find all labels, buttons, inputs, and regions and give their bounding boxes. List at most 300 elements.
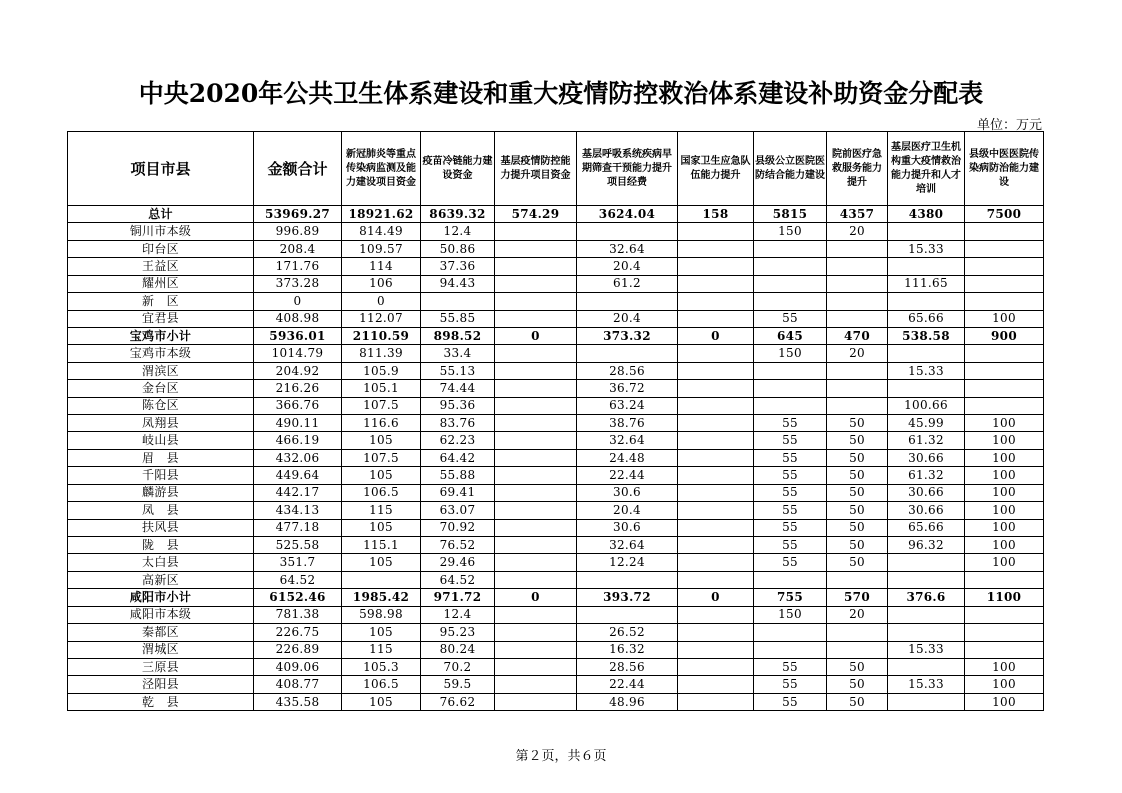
amount-cell bbox=[678, 397, 754, 414]
amount-cell bbox=[888, 223, 965, 240]
amount-cell: 50 bbox=[827, 537, 888, 554]
amount-cell bbox=[827, 571, 888, 588]
amount-cell bbox=[678, 415, 754, 432]
amount-cell: 96.32 bbox=[888, 537, 965, 554]
amount-cell: 204.92 bbox=[254, 362, 342, 379]
amount-cell: 525.58 bbox=[254, 537, 342, 554]
amount-cell bbox=[827, 641, 888, 658]
amount-cell: 466.19 bbox=[254, 432, 342, 449]
amount-cell: 80.24 bbox=[421, 641, 495, 658]
amount-cell bbox=[888, 624, 965, 641]
region-cell: 泾阳县 bbox=[68, 676, 254, 693]
amount-cell bbox=[827, 310, 888, 327]
amount-cell: 55 bbox=[754, 658, 827, 675]
table-row bbox=[68, 658, 1044, 675]
amount-cell: 30.66 bbox=[888, 449, 965, 466]
amount-cell: 106 bbox=[342, 275, 421, 292]
amount-cell bbox=[827, 397, 888, 414]
amount-cell: 645 bbox=[754, 327, 827, 344]
header-cell: 基层疫情防控能力提升项目资金 bbox=[495, 132, 577, 206]
amount-cell: 109.57 bbox=[342, 240, 421, 257]
header-cell: 新冠肺炎等重点传染病监测及能力建设项目资金 bbox=[342, 132, 421, 206]
amount-cell bbox=[965, 258, 1044, 275]
amount-cell bbox=[678, 658, 754, 675]
amount-cell bbox=[495, 432, 577, 449]
amount-cell: 55 bbox=[754, 310, 827, 327]
amount-cell: 100.66 bbox=[888, 397, 965, 414]
amount-cell bbox=[495, 345, 577, 362]
amount-cell bbox=[495, 537, 577, 554]
amount-cell: 45.99 bbox=[888, 415, 965, 432]
amount-cell bbox=[577, 571, 678, 588]
region-cell: 渭滨区 bbox=[68, 362, 254, 379]
amount-cell: 20.4 bbox=[577, 310, 678, 327]
table-row bbox=[68, 624, 1044, 641]
amount-cell bbox=[965, 624, 1044, 641]
amount-cell: 755 bbox=[754, 589, 827, 606]
amount-cell: 100 bbox=[965, 432, 1044, 449]
region-cell: 印台区 bbox=[68, 240, 254, 257]
amount-cell: 150 bbox=[754, 223, 827, 240]
amount-cell: 814.49 bbox=[342, 223, 421, 240]
amount-cell: 76.62 bbox=[421, 693, 495, 710]
amount-cell: 37.36 bbox=[421, 258, 495, 275]
region-cell: 凤翔县 bbox=[68, 415, 254, 432]
amount-cell bbox=[888, 658, 965, 675]
amount-cell: 2110.59 bbox=[342, 327, 421, 344]
amount-cell: 105 bbox=[342, 467, 421, 484]
header-cell: 基层医疗卫生机构重大疫情救治能力提升和人才培训 bbox=[888, 132, 965, 206]
amount-cell: 55.13 bbox=[421, 362, 495, 379]
table-row bbox=[68, 293, 1044, 310]
table-row bbox=[68, 258, 1044, 275]
amount-cell: 15.33 bbox=[888, 362, 965, 379]
amount-cell: 100 bbox=[965, 537, 1044, 554]
amount-cell: 408.77 bbox=[254, 676, 342, 693]
amount-cell: 409.06 bbox=[254, 658, 342, 675]
amount-cell: 29.46 bbox=[421, 554, 495, 571]
amount-cell bbox=[495, 380, 577, 397]
table-row bbox=[68, 676, 1044, 693]
amount-cell bbox=[495, 693, 577, 710]
region-cell: 金台区 bbox=[68, 380, 254, 397]
amount-cell: 105.9 bbox=[342, 362, 421, 379]
amount-cell bbox=[678, 275, 754, 292]
amount-cell: 83.76 bbox=[421, 415, 495, 432]
table-row bbox=[68, 693, 1044, 710]
amount-cell: 106.5 bbox=[342, 676, 421, 693]
unit-label: 单位：万元 bbox=[976, 118, 1042, 133]
amount-cell: 115 bbox=[342, 641, 421, 658]
amount-cell bbox=[678, 519, 754, 536]
amount-cell: 55 bbox=[754, 449, 827, 466]
amount-cell: 30.6 bbox=[577, 519, 678, 536]
amount-cell: 63.24 bbox=[577, 397, 678, 414]
amount-cell: 106.5 bbox=[342, 484, 421, 501]
header-cell: 金额合计 bbox=[254, 132, 342, 206]
amount-cell bbox=[888, 293, 965, 310]
region-cell: 宜君县 bbox=[68, 310, 254, 327]
amount-cell: 574.29 bbox=[495, 206, 577, 223]
amount-cell: 538.58 bbox=[888, 327, 965, 344]
amount-cell: 376.6 bbox=[888, 589, 965, 606]
amount-cell bbox=[495, 415, 577, 432]
region-cell: 咸阳市小计 bbox=[68, 589, 254, 606]
amount-cell: 105 bbox=[342, 554, 421, 571]
amount-cell: 12.4 bbox=[421, 606, 495, 623]
amount-cell: 33.4 bbox=[421, 345, 495, 362]
amount-cell bbox=[678, 345, 754, 362]
amount-cell: 226.75 bbox=[254, 624, 342, 641]
amount-cell bbox=[888, 693, 965, 710]
amount-cell: 95.23 bbox=[421, 624, 495, 641]
amount-cell: 1985.42 bbox=[342, 589, 421, 606]
amount-cell: 100 bbox=[965, 484, 1044, 501]
amount-cell bbox=[678, 467, 754, 484]
amount-cell: 432.06 bbox=[254, 449, 342, 466]
amount-cell bbox=[495, 484, 577, 501]
amount-cell: 408.98 bbox=[254, 310, 342, 327]
amount-cell: 105.3 bbox=[342, 658, 421, 675]
amount-cell: 64.52 bbox=[254, 571, 342, 588]
amount-cell: 55 bbox=[754, 537, 827, 554]
amount-cell: 30.66 bbox=[888, 502, 965, 519]
amount-cell: 50 bbox=[827, 432, 888, 449]
amount-cell bbox=[577, 606, 678, 623]
amount-cell: 111.65 bbox=[888, 275, 965, 292]
amount-cell: 50 bbox=[827, 658, 888, 675]
amount-cell: 38.76 bbox=[577, 415, 678, 432]
amount-cell bbox=[888, 258, 965, 275]
header-cell: 院前医疗急救服务能力提升 bbox=[827, 132, 888, 206]
amount-cell bbox=[888, 606, 965, 623]
amount-cell: 59.5 bbox=[421, 676, 495, 693]
amount-cell bbox=[965, 345, 1044, 362]
region-cell: 眉 县 bbox=[68, 449, 254, 466]
amount-cell: 15.33 bbox=[888, 676, 965, 693]
amount-cell: 105 bbox=[342, 624, 421, 641]
amount-cell: 4357 bbox=[827, 206, 888, 223]
amount-cell: 100 bbox=[965, 676, 1044, 693]
amount-cell bbox=[678, 537, 754, 554]
table-row bbox=[68, 554, 1044, 571]
amount-cell: 100 bbox=[965, 693, 1044, 710]
amount-cell bbox=[827, 624, 888, 641]
amount-cell: 570 bbox=[827, 589, 888, 606]
amount-cell: 95.36 bbox=[421, 397, 495, 414]
amount-cell: 61.32 bbox=[888, 467, 965, 484]
amount-cell bbox=[888, 554, 965, 571]
amount-cell: 70.2 bbox=[421, 658, 495, 675]
amount-cell: 100 bbox=[965, 467, 1044, 484]
page-number: 第２页，共６页 bbox=[515, 749, 607, 764]
amount-cell bbox=[495, 606, 577, 623]
amount-cell: 55 bbox=[754, 432, 827, 449]
amount-cell: 61.2 bbox=[577, 275, 678, 292]
amount-cell: 62.23 bbox=[421, 432, 495, 449]
amount-cell: 20 bbox=[827, 345, 888, 362]
region-cell: 渭城区 bbox=[68, 641, 254, 658]
amount-cell bbox=[965, 240, 1044, 257]
region-cell: 乾 县 bbox=[68, 693, 254, 710]
amount-cell bbox=[495, 310, 577, 327]
amount-cell: 28.56 bbox=[577, 658, 678, 675]
amount-cell: 55 bbox=[754, 554, 827, 571]
subtotal-row bbox=[68, 327, 1044, 344]
amount-cell bbox=[827, 362, 888, 379]
amount-cell bbox=[495, 624, 577, 641]
amount-cell: 69.41 bbox=[421, 484, 495, 501]
amount-cell: 65.66 bbox=[888, 519, 965, 536]
amount-cell: 158 bbox=[678, 206, 754, 223]
amount-cell: 55 bbox=[754, 467, 827, 484]
amount-cell bbox=[678, 293, 754, 310]
amount-cell bbox=[678, 606, 754, 623]
amount-cell bbox=[495, 275, 577, 292]
amount-cell bbox=[678, 502, 754, 519]
amount-cell bbox=[678, 380, 754, 397]
table-row bbox=[68, 467, 1044, 484]
amount-cell bbox=[965, 397, 1044, 414]
region-cell: 宝鸡市小计 bbox=[68, 327, 254, 344]
amount-cell bbox=[965, 362, 1044, 379]
amount-cell: 996.89 bbox=[254, 223, 342, 240]
amount-cell bbox=[577, 345, 678, 362]
amount-cell: 74.44 bbox=[421, 380, 495, 397]
region-cell: 王益区 bbox=[68, 258, 254, 275]
amount-cell: 64.52 bbox=[421, 571, 495, 588]
amount-cell: 30.66 bbox=[888, 484, 965, 501]
header-cell: 项目市县 bbox=[68, 132, 254, 206]
region-cell: 总计 bbox=[68, 206, 254, 223]
amount-cell: 208.4 bbox=[254, 240, 342, 257]
amount-cell: 3624.04 bbox=[577, 206, 678, 223]
amount-cell: 971.72 bbox=[421, 589, 495, 606]
table-row bbox=[68, 571, 1044, 588]
amount-cell: 115.1 bbox=[342, 537, 421, 554]
table-row bbox=[68, 537, 1044, 554]
amount-cell: 94.43 bbox=[421, 275, 495, 292]
amount-cell: 0 bbox=[495, 589, 577, 606]
amount-cell bbox=[678, 449, 754, 466]
amount-cell: 12.4 bbox=[421, 223, 495, 240]
header-cell: 基层呼吸系统疾病早期筛查干预能力提升项目经费 bbox=[577, 132, 678, 206]
table-row bbox=[68, 641, 1044, 658]
amount-cell: 150 bbox=[754, 345, 827, 362]
amount-cell bbox=[678, 223, 754, 240]
amount-cell: 55 bbox=[754, 519, 827, 536]
region-cell: 三原县 bbox=[68, 658, 254, 675]
amount-cell bbox=[577, 223, 678, 240]
amount-cell: 22.44 bbox=[577, 467, 678, 484]
amount-cell bbox=[495, 258, 577, 275]
amount-cell: 24.48 bbox=[577, 449, 678, 466]
amount-cell bbox=[678, 624, 754, 641]
amount-cell: 22.44 bbox=[577, 676, 678, 693]
amount-cell: 112.07 bbox=[342, 310, 421, 327]
amount-cell: 15.33 bbox=[888, 641, 965, 658]
amount-cell bbox=[678, 641, 754, 658]
table-row bbox=[68, 606, 1044, 623]
amount-cell: 107.5 bbox=[342, 449, 421, 466]
amount-cell: 900 bbox=[965, 327, 1044, 344]
amount-cell: 449.64 bbox=[254, 467, 342, 484]
amount-cell: 20 bbox=[827, 223, 888, 240]
amount-cell bbox=[754, 397, 827, 414]
amount-cell bbox=[678, 258, 754, 275]
amount-cell: 28.56 bbox=[577, 362, 678, 379]
amount-cell: 26.52 bbox=[577, 624, 678, 641]
amount-cell bbox=[754, 571, 827, 588]
amount-cell bbox=[965, 380, 1044, 397]
amount-cell: 65.66 bbox=[888, 310, 965, 327]
amount-cell bbox=[754, 275, 827, 292]
table-row bbox=[68, 380, 1044, 397]
amount-cell: 0 bbox=[678, 327, 754, 344]
amount-cell bbox=[754, 624, 827, 641]
amount-cell: 12.24 bbox=[577, 554, 678, 571]
subtotal-row bbox=[68, 206, 1044, 223]
amount-cell bbox=[495, 240, 577, 257]
amount-cell: 20.4 bbox=[577, 258, 678, 275]
page-title: 中央2020年公共卫生体系建设和重大疫情防控救治体系建设补助资金分配表 bbox=[138, 79, 984, 108]
amount-cell: 351.7 bbox=[254, 554, 342, 571]
header-cell: 疫苗冷链能力建设资金 bbox=[421, 132, 495, 206]
table-row bbox=[68, 432, 1044, 449]
amount-cell: 20 bbox=[827, 606, 888, 623]
amount-cell: 100 bbox=[965, 554, 1044, 571]
region-cell: 太白县 bbox=[68, 554, 254, 571]
amount-cell: 115 bbox=[342, 502, 421, 519]
region-cell: 千阳县 bbox=[68, 467, 254, 484]
allocation-table bbox=[67, 131, 1044, 711]
table-row bbox=[68, 449, 1044, 466]
amount-cell: 216.26 bbox=[254, 380, 342, 397]
amount-cell: 490.11 bbox=[254, 415, 342, 432]
amount-cell bbox=[754, 641, 827, 658]
amount-cell: 898.52 bbox=[421, 327, 495, 344]
amount-cell: 0 bbox=[678, 589, 754, 606]
amount-cell bbox=[888, 380, 965, 397]
amount-cell: 32.64 bbox=[577, 240, 678, 257]
header-row bbox=[68, 132, 1044, 206]
amount-cell bbox=[827, 240, 888, 257]
amount-cell: 105 bbox=[342, 693, 421, 710]
amount-cell: 100 bbox=[965, 658, 1044, 675]
table-row bbox=[68, 275, 1044, 292]
amount-cell bbox=[678, 676, 754, 693]
amount-cell bbox=[495, 502, 577, 519]
amount-cell: 32.64 bbox=[577, 537, 678, 554]
amount-cell: 5815 bbox=[754, 206, 827, 223]
amount-cell bbox=[495, 676, 577, 693]
region-cell: 宝鸡市本级 bbox=[68, 345, 254, 362]
amount-cell bbox=[495, 658, 577, 675]
amount-cell: 50 bbox=[827, 467, 888, 484]
amount-cell bbox=[965, 571, 1044, 588]
amount-cell: 470 bbox=[827, 327, 888, 344]
amount-cell: 100 bbox=[965, 519, 1044, 536]
amount-cell bbox=[678, 693, 754, 710]
amount-cell: 1014.79 bbox=[254, 345, 342, 362]
region-cell: 新 区 bbox=[68, 293, 254, 310]
amount-cell bbox=[495, 519, 577, 536]
amount-cell: 811.39 bbox=[342, 345, 421, 362]
amount-cell: 442.17 bbox=[254, 484, 342, 501]
amount-cell: 105 bbox=[342, 432, 421, 449]
region-cell: 麟游县 bbox=[68, 484, 254, 501]
amount-cell: 100 bbox=[965, 449, 1044, 466]
region-cell: 耀州区 bbox=[68, 275, 254, 292]
table-row bbox=[68, 397, 1044, 414]
amount-cell bbox=[495, 571, 577, 588]
region-cell: 扶风县 bbox=[68, 519, 254, 536]
table-row bbox=[68, 223, 1044, 240]
amount-cell: 36.72 bbox=[577, 380, 678, 397]
amount-cell: 32.64 bbox=[577, 432, 678, 449]
amount-cell: 48.96 bbox=[577, 693, 678, 710]
amount-cell: 50 bbox=[827, 676, 888, 693]
amount-cell bbox=[827, 258, 888, 275]
region-cell: 凤 县 bbox=[68, 502, 254, 519]
table-body bbox=[68, 206, 1044, 711]
header-cell: 县级中医医院传染病防治能力建设 bbox=[965, 132, 1044, 206]
table-row bbox=[68, 240, 1044, 257]
amount-cell: 30.6 bbox=[577, 484, 678, 501]
table-row bbox=[68, 502, 1044, 519]
amount-cell: 7500 bbox=[965, 206, 1044, 223]
amount-cell: 15.33 bbox=[888, 240, 965, 257]
amount-cell: 70.92 bbox=[421, 519, 495, 536]
amount-cell: 373.32 bbox=[577, 327, 678, 344]
amount-cell bbox=[754, 362, 827, 379]
amount-cell: 116.6 bbox=[342, 415, 421, 432]
amount-cell: 16.32 bbox=[577, 641, 678, 658]
amount-cell bbox=[678, 310, 754, 327]
amount-cell: 55 bbox=[754, 676, 827, 693]
amount-cell: 105.1 bbox=[342, 380, 421, 397]
amount-cell: 50 bbox=[827, 502, 888, 519]
amount-cell: 100 bbox=[965, 502, 1044, 519]
amount-cell: 373.28 bbox=[254, 275, 342, 292]
table-row bbox=[68, 362, 1044, 379]
amount-cell bbox=[495, 397, 577, 414]
region-cell: 陇 县 bbox=[68, 537, 254, 554]
amount-cell: 0 bbox=[495, 327, 577, 344]
amount-cell bbox=[965, 641, 1044, 658]
amount-cell: 61.32 bbox=[888, 432, 965, 449]
amount-cell: 18921.62 bbox=[342, 206, 421, 223]
amount-cell: 1100 bbox=[965, 589, 1044, 606]
amount-cell bbox=[495, 223, 577, 240]
amount-cell: 55 bbox=[754, 693, 827, 710]
amount-cell: 100 bbox=[965, 310, 1044, 327]
amount-cell: 5936.01 bbox=[254, 327, 342, 344]
amount-cell bbox=[678, 240, 754, 257]
amount-cell bbox=[577, 293, 678, 310]
amount-cell bbox=[965, 223, 1044, 240]
amount-cell: 55 bbox=[754, 484, 827, 501]
amount-cell: 50 bbox=[827, 484, 888, 501]
amount-cell bbox=[495, 362, 577, 379]
amount-cell bbox=[421, 293, 495, 310]
amount-cell: 50 bbox=[827, 519, 888, 536]
amount-cell bbox=[827, 380, 888, 397]
amount-cell bbox=[678, 484, 754, 501]
amount-cell: 76.52 bbox=[421, 537, 495, 554]
amount-cell bbox=[495, 449, 577, 466]
amount-cell bbox=[678, 362, 754, 379]
